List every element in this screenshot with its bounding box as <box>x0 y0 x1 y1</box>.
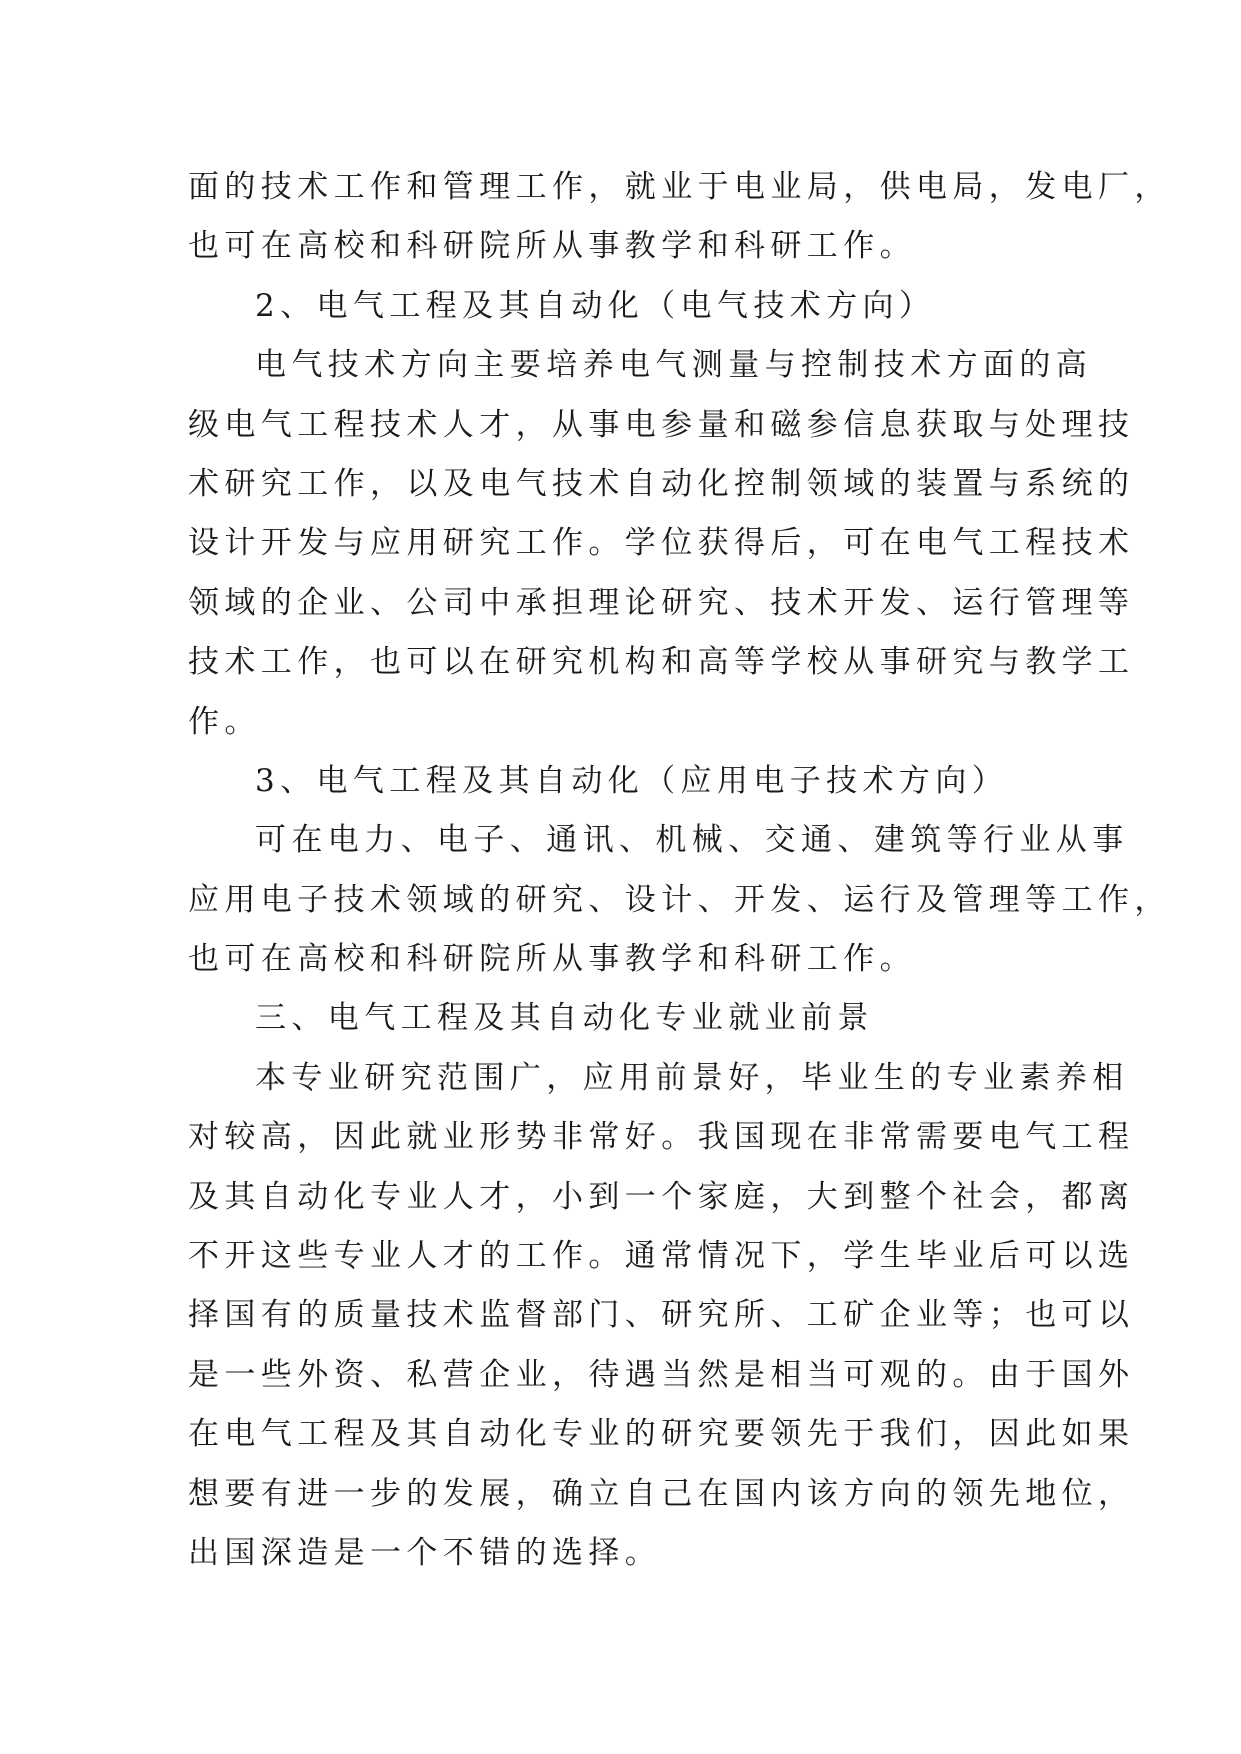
text-line: 在电气工程及其自动化专业的研究要领先于我们，因此如果 <box>188 1416 1135 1453</box>
document-body <box>188 158 1171 1583</box>
text-line: 级电气工程技术人才，从事电参量和磁参信息获取与处理技 <box>188 406 1135 443</box>
text-line: 面的技术工作和管理工作，就业于电业局，供电局，发电厂， <box>188 169 1171 205</box>
text-line: 应用电子技术领域的研究、设计、开发、运行及管理等工作， <box>188 881 1171 918</box>
text-line: 也可在高校和科研院所从事教学和科研工作。 <box>188 941 916 978</box>
text-line: 择国有的质量技术监督部门、研究所、工矿企业等；也可以 <box>188 1297 1135 1334</box>
text-line: 可在电力、电子、通讯、机械、交通、建筑等行业从事 <box>255 822 1129 859</box>
text-line: 电气技术方向主要培养电气测量与控制技术方面的高 <box>255 347 1093 384</box>
paragraph-electrical-technology <box>188 336 1135 752</box>
text-line: 领域的企业、公司中承担理论研究、技术开发、运行管理等 <box>188 584 1135 621</box>
heading-employment-prospects <box>188 989 1058 1048</box>
text-line: 是一些外资、私营企业，待遇当然是相当可观的。由于国外 <box>188 1356 1135 1393</box>
text-line: 作。 <box>188 703 261 740</box>
paragraph-employment-prospects <box>188 1049 1135 1584</box>
heading-electrical-technology <box>188 277 1058 336</box>
text-line: 本专业研究范围广，应用前景好，毕业生的专业素养相 <box>255 1059 1129 1096</box>
paragraph-applied-electronics <box>188 811 1171 989</box>
text-line: 对较高，因此就业形势非常好。我国现在非常需要电气工程 <box>188 1119 1135 1156</box>
text-line: 也可在高校和科研院所从事教学和科研工作。 <box>188 228 916 265</box>
section-heading: 2、电气工程及其自动化（电气技术方向） <box>255 287 936 324</box>
section-heading: 3、电气工程及其自动化（应用电子技术方向） <box>255 762 1009 799</box>
paragraph-continued-intro <box>188 158 1171 277</box>
text-line: 想要有进一步的发展，确立自己在国内该方向的领先地位， <box>188 1475 1135 1512</box>
text-line: 及其自动化专业人才，小到一个家庭，大到整个社会，都离 <box>188 1178 1135 1215</box>
heading-applied-electronics <box>188 752 1058 811</box>
section-heading: 三、电气工程及其自动化专业就业前景 <box>255 1000 874 1037</box>
text-line: 不开这些专业人才的工作。通常情况下，学生毕业后可以选 <box>188 1238 1135 1275</box>
text-line: 设计开发与应用研究工作。学位获得后，可在电气工程技术 <box>188 525 1135 562</box>
text-line: 技术工作，也可以在研究机构和高等学校从事研究与教学工 <box>188 644 1135 681</box>
text-line: 出国深造是一个不错的选择。 <box>188 1534 662 1571</box>
text-line: 术研究工作，以及电气技术自动化控制领域的装置与系统的 <box>188 465 1135 502</box>
